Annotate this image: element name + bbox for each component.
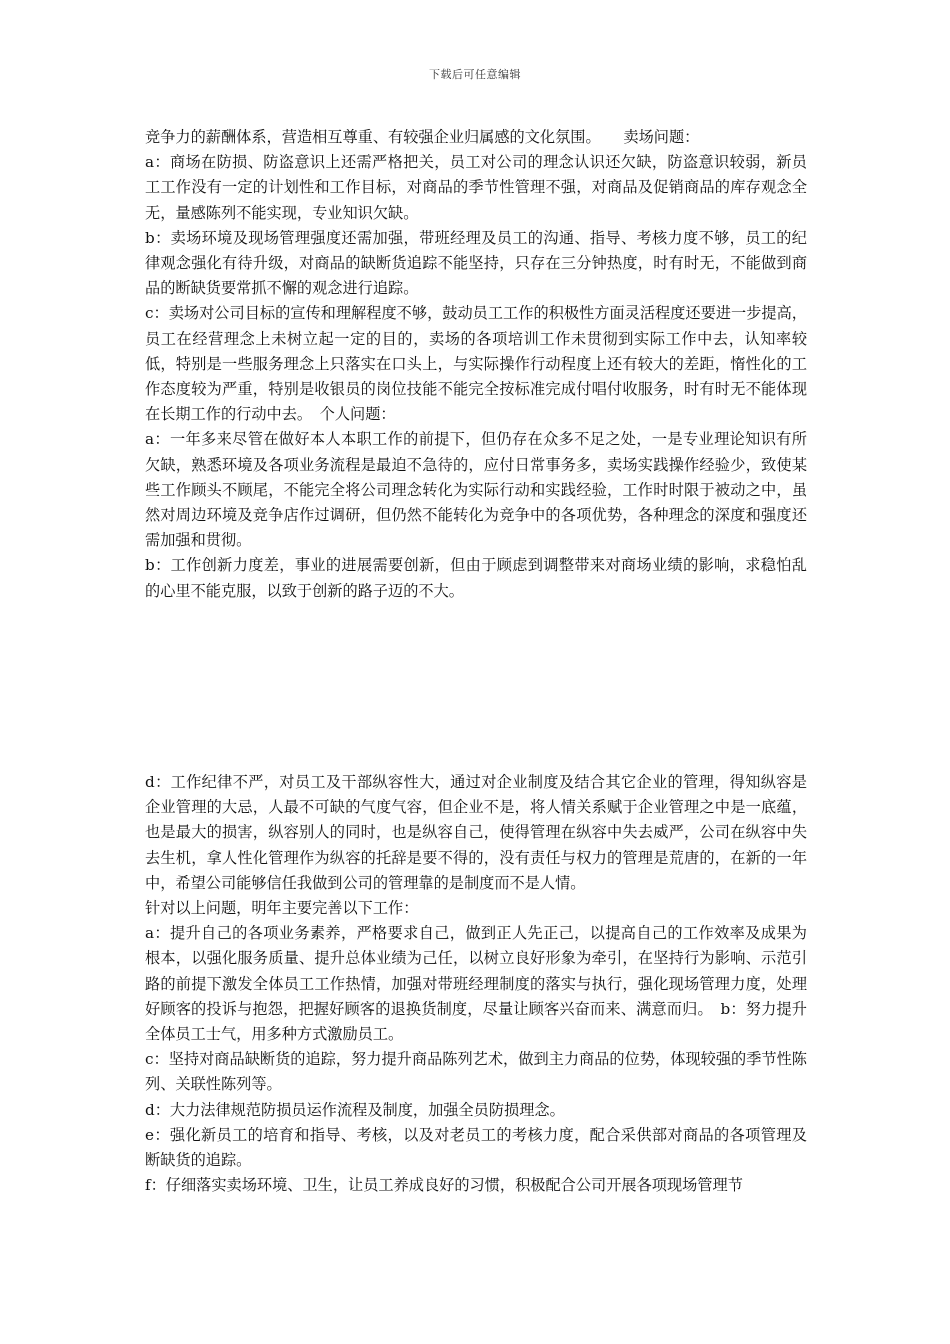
paragraph: a：一年多来尽管在做好本人本职工作的前提下，但仍存在众多不足之处，一是专业理论知识有所欠缺，熟悉环境及各项业务流程是最迫不急待的，应付日常事务多，卖场实践操作经验少，致使某些工作顾头不顾尾，不能完全将公司理念转化为实际行动和实践经验，工作时时限于被动之中，虽然对周边环境及竞争店作过调研，但仍然不能转化为竞争中的各项优势，各种理念的深度和强度还需加强和贯彻。: [145, 430, 807, 550]
paragraph: f：仔细落实卖场环境、卫生，让员工养成良好的习惯，积极配合公司开展各项现场管理节: [145, 1176, 743, 1195]
paragraph: c：坚持对商品缺断货的追踪，努力提升商品陈列艺术，做到主力商品的位势，体现较强的季节性陈列、关联性陈列等。: [145, 1050, 807, 1094]
paragraph: a：商场在防损、防盗意识上还需严格把关，员工对公司的理念认识还欠缺，防盗意识较弱，新员工工作没有一定的计划性和工作目标，对商品的季节性管理不强，对商品及促销商品的库存观念全无，量感陈列不能实现，专业知识欠缺。: [145, 153, 807, 222]
paragraph: a：提升自己的各项业务素养，严格要求自己，做到正人先正己，以提高自己的工作效率及成果为根本，以强化服务质量、提升总体业绩为己任，以树立良好形象为牵引，在坚持行为影响、示范引路的前提下激发全体员工工作热情，加强对带班经理制度的落实与执行，强化现场管理力度，处理好顾客的投诉与抱怨，把握好顾客的退换货制度，尽量让顾客兴奋而来、满意而归。 b：努力提升全体员工士气，用多种方式激励员工。: [145, 924, 807, 1044]
paragraph: 针对以上问题，明年主要完善以下工作：: [145, 899, 419, 918]
page-header: 下载后可任意编辑: [429, 68, 521, 81]
paragraph: e：强化新员工的培育和指导、考核，以及对老员工的考核力度，配合采供部对商品的各项管理及断缺货的追踪。: [145, 1125, 807, 1170]
paragraph: 竞争力的薪酬体系，营造相互尊重、有较强企业归属感的文化氛围。 卖场问题：: [145, 128, 700, 146]
body-text-lower: [145, 770, 807, 1198]
paragraph: d：工作纪律不严，对员工及干部纵容性大，通过对企业制度及结合其它企业的管理，得知纵容是企业管理的大忌，人最不可缺的气度气容，但企业不是，将人情关系赋于企业管理之中是一底蕴，也是最大的损害，纵容别人的同时，也是纵容自己，使得管理在纵容中失去威严，公司在纵容中失去生机，拿人性化管理作为纵容的托辞是要不得的，没有责任与权力的管理是荒唐的，在新的一年中，希望公司能够信任我做到公司的管理靠的是制度而不是人情。: [145, 773, 807, 892]
paragraph: d：大力法律规范防损员运作流程及制度，加强全员防损理念。: [145, 1100, 565, 1119]
paragraph: c：卖场对公司目标的宣传和理解程度不够，鼓动员工工作的积极性方面灵活程度还要进一步提高，员工在经营理念上未树立起一定的目的，卖场的各项培训工作未贯彻到实际工作中去，认知率较低，特别是一些服务理念上只落实在口头上，与实际操作行动程度上还有较大的差距，惰性化的工作态度较为严重，特别是收银员的岗位技能不能完全按标准完成付唱付收服务，时有时无不能体现在长期工作的行动中去。 个人问题：: [145, 304, 807, 424]
body-text-upper: [145, 125, 807, 604]
paragraph: b：工作创新力度差，事业的进展需要创新，但由于顾虑到调整带来对商场业绩的影响，求稳怕乱的心里不能克服，以致于创新的路子迈的不大。: [145, 556, 807, 600]
paragraph: b：卖场环境及现场管理强度还需加强，带班经理及员工的沟通、指导、考核力度不够，员工的纪律观念强化有待升级，对商品的缺断货追踪不能坚持，只存在三分钟热度，时有时无，不能做到商品的断缺货要常抓不懈的观念进行追踪。: [145, 228, 807, 298]
